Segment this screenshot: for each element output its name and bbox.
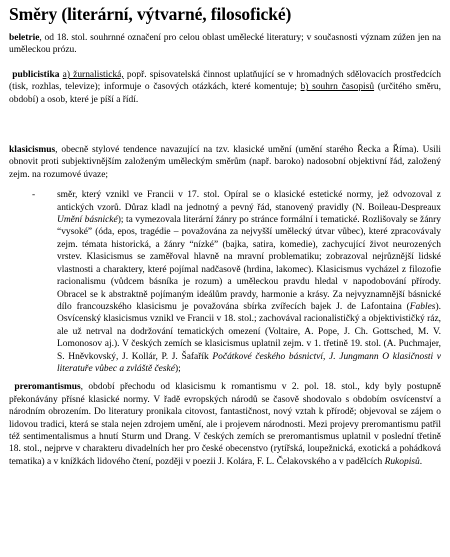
entry-klasicismus [9,144,441,181]
bullet-text: ). Osvícenský klasicismus vznikl ve Francii v 18. stol.; zachovával racionalističký a objektivističký ráz, ale už netrval na dodržování tematických omezení (Voltaire, A. Pope, J. Ch. Gottsched, M. V. Lomonosov aj.). V českých zemích se klasicismus uplatnil zejm. v 1. třetině 19. stol. (A. Puchmajer, S. Hněvkovský, J. Kollár, P. J. Šafařík [57,301,441,362]
bullet-text: ); ta vymezovala literární žánry po stránce formální i tematické. Rozlišovaly se žánry “vysoké” (óda, epos, tragédie – považována za nejvyšší umělecký útvar vůbec), které zpracovávaly zejm. témata historická, a žánry “nízké” (bajka, satira, komedie), zachycující život neurozených vrstev. Klasicismus se zaměřoval hlavně na mravní problematiku; zobrazoval nejrůznější lidské vlastnosti a charaktery, které pojímal nadčasově (hrdina, lakomec). Klasicismus vycházel z filozofie racionalismu (vůdcem básníka je rozum) a uměleckou pravdu hledal v napodobování přírody. Obracel se k abstraktně pojímaným ideálům pravdy, harmonie a krásy. Za nejvyznamnější básnické dílo francouzského klasicismu je považována sbírka zvířecích bajek J. de Lafontaina ( [57,215,441,312]
term-preromantismus: preromantismus [14,382,81,393]
link-zurnalisticka[interactable]: a) žurnalistická, [62,69,124,80]
link-souhrn-casopisu[interactable]: b) souhrn časopisů [300,82,375,93]
definition-beletrie: , od 18. stol. souhrnné označení pro celou oblast umělecké literatury; v současnosti význam zúžen jen na uměleckou prózu. [9,33,441,56]
bullet-text: směr, který vznikl ve Francii v 17. stol. Opíral se o klasické estetické normy, jež odvozoval z antických vzorů. Důraz kladl na jednotný a pevný řád, stanovený pravidly (N. Boileau-Despreaux [57,190,441,213]
term-beletrie: beletrie [9,33,40,43]
definition-text: (určitého směru, období) a osob, které je píší a řídí. [9,82,441,105]
bullet-klasicismus-francie [9,189,441,375]
definition-end: . [419,456,423,467]
bullet-italic: Umění básnické [57,215,118,226]
definition-text: popř. spisovatelská činnost uplatňující se v hromadných sdělovacích prostředcích (tisk, rozhlas, televize); informuje o časových otázkách, které komentuje; [9,69,442,93]
definition-preromantismus: , období přechodu od klasicismu k romantismu v 2. pol. 18. stol., kdy byly postupně překonávány přísné klasické normy. V řadě evropských národů se časově shodovalo s obdobím osvícenství a národním obrozením. Do literatury pronikala citovost, fantastičnost, nový vztah k přírodě; objevoval se zájem o lidovou tradici, která se stala nejen zdrojem umění, ale i projevem národnosti. Mezi projevy preromantismu patřil též sentimentalismus a hnutí Sturm und Drang. V českých zemích se preromantismus uplatnil v poslední třetině 18. stol., nejprve v charakteru divadelních her pro české obecenstvo (rytířská, loupežnická, exotická a pohádková tematika) a v knížkách lidového čtení, později v poezii J. Kolára, F. L. Čelakovského a v padělcích [9,382,441,467]
entry-publicistika [9,69,441,106]
page-title: Směry (literární, výtvarné, filosofické) [9,4,292,24]
term-klasicismus: klasicismus [9,145,56,156]
bullet-italic: Fables [409,301,436,312]
italic-rukopisu: Rukopisů [384,456,420,467]
bullet-italic: Počátkové českého básnictví, J. Jungmann O klasičnosti v literatuře vůbec a zvláště české [57,351,441,374]
bullet-text: ); [174,363,181,374]
entry-preromantismus [9,381,441,468]
definition-klasicismus: , obecně stylové tendence navazující na tzv. klasické umění (umění starého Řecka a Říma). Usili obnovit proti subjektivnějším založeným uměleckým směrům (např. baroko) nadosobní objektivní řád, založený zejm. na rozumové úvaze; [9,145,441,180]
bullet-dash: - [32,190,36,201]
term-publicistika: publicistika [12,69,60,80]
entry-beletrie [9,32,441,57]
